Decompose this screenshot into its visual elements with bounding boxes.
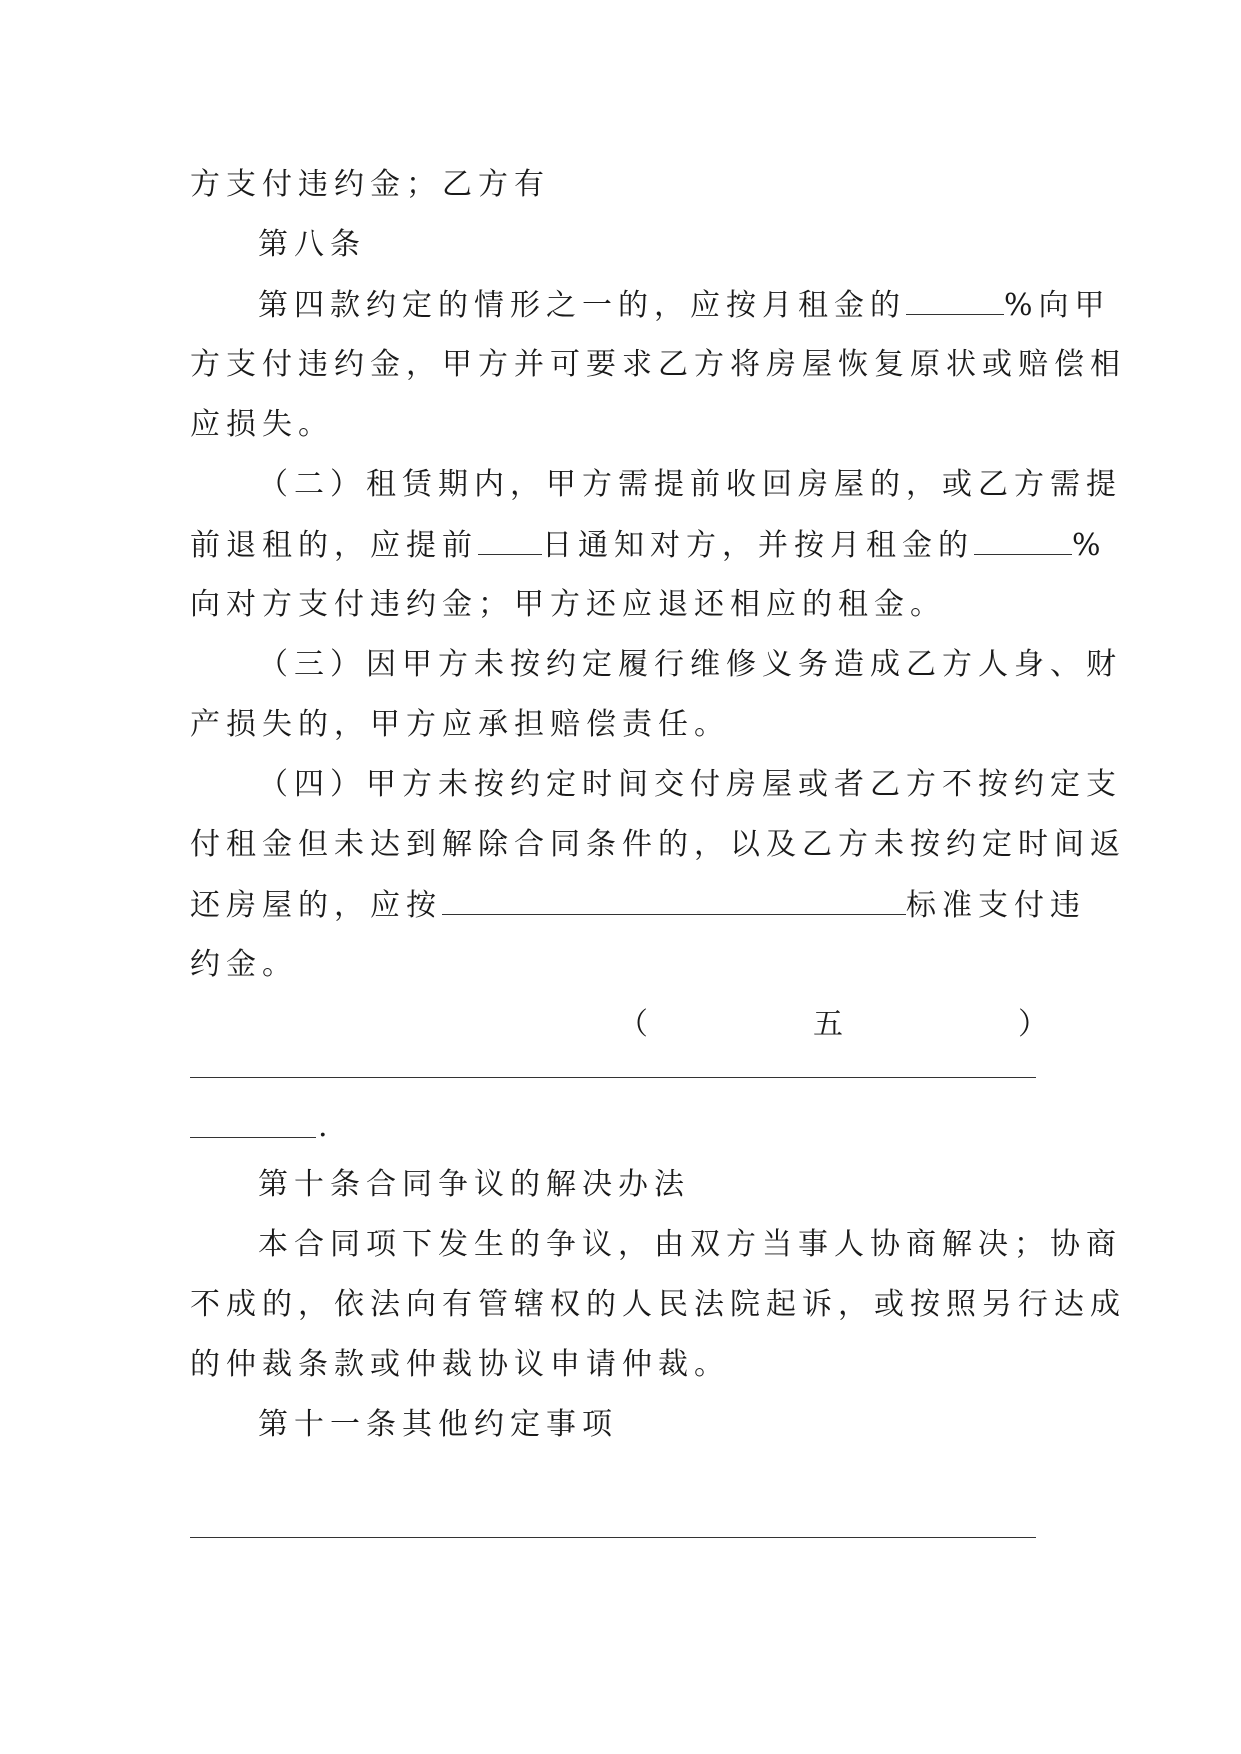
fill-blank	[974, 528, 1072, 555]
text-span: 付租金但未达到解除合同条件的，以及乙方未按约定时间返	[190, 827, 1126, 862]
fill-blank	[906, 288, 1004, 315]
paragraph-line	[190, 348, 1126, 382]
text-span: 日通知对方，并按月租金的	[542, 528, 974, 563]
paragraph-line	[190, 408, 334, 442]
text-span: 约金。	[190, 947, 298, 982]
text-span: 本合同项下发生的争议，由双方当事人协商解决；协商	[258, 1227, 1122, 1262]
text-span: %	[1072, 528, 1107, 563]
text-span: 第十一条其他约定事项	[258, 1407, 618, 1442]
paragraph-line	[190, 828, 1126, 862]
text-span: 方支付违约金；乙方有	[190, 167, 550, 202]
paragraph-line	[190, 888, 1086, 923]
paragraph-line	[258, 468, 1122, 502]
text-span: 第四款约定的情形之一的，应按月租金的	[258, 288, 906, 323]
fill-rule	[190, 1537, 1036, 1538]
text-span: .	[318, 1109, 334, 1144]
text-span: 前退租的，应提前	[190, 528, 478, 563]
paragraph-line	[258, 648, 1122, 682]
text-span: 不成的，依法向有管辖权的人民法院起诉，或按照另行达成	[190, 1287, 1126, 1322]
paragraph-line	[190, 1348, 730, 1382]
paragraph-line	[258, 288, 1111, 323]
paragraph-line	[190, 168, 550, 202]
text-span: 的仲裁条款或仲裁协议申请仲裁。	[190, 1347, 730, 1382]
paragraph-line	[190, 1288, 1126, 1322]
paragraph-line	[258, 1228, 1122, 1262]
paragraph-line	[190, 528, 1107, 563]
fill-rule	[190, 1077, 1036, 1078]
text-span: %向甲	[1004, 288, 1111, 323]
clause-number: 五	[813, 1007, 849, 1042]
fill-blank	[478, 528, 542, 555]
period-mark	[318, 1110, 334, 1144]
paragraph-line	[190, 708, 730, 742]
text-span: （三）因甲方未按约定履行维修义务造成乙方人身、财	[258, 647, 1122, 682]
text-span: 应损失。	[190, 407, 334, 442]
fill-blank	[442, 888, 906, 915]
paragraph-line	[258, 768, 1122, 802]
article-heading	[258, 1408, 618, 1442]
article-heading	[258, 1168, 690, 1202]
article-heading	[258, 228, 366, 262]
text-span: 标准支付违	[906, 888, 1086, 923]
text-span: 方支付违约金，甲方并可要求乙方将房屋恢复原状或赔偿相	[190, 347, 1126, 382]
fill-rule	[190, 1137, 316, 1138]
text-span: （四）甲方未按约定时间交付房屋或者乙方不按约定支	[258, 767, 1122, 802]
text-span: 还房屋的，应按	[190, 888, 442, 923]
text-span: 向对方支付违约金；甲方还应退还相应的租金。	[190, 587, 946, 622]
open-paren: （	[618, 1007, 654, 1042]
text-span: 第十条合同争议的解决办法	[258, 1167, 690, 1202]
close-paren: ）	[1018, 1007, 1054, 1042]
text-span: 第八条	[258, 227, 366, 262]
paragraph-line	[190, 588, 946, 622]
text-span: （二）租赁期内，甲方需提前收回房屋的，或乙方需提	[258, 467, 1122, 502]
text-span: 产损失的，甲方应承担赔偿责任。	[190, 707, 730, 742]
paragraph-line	[190, 948, 298, 982]
